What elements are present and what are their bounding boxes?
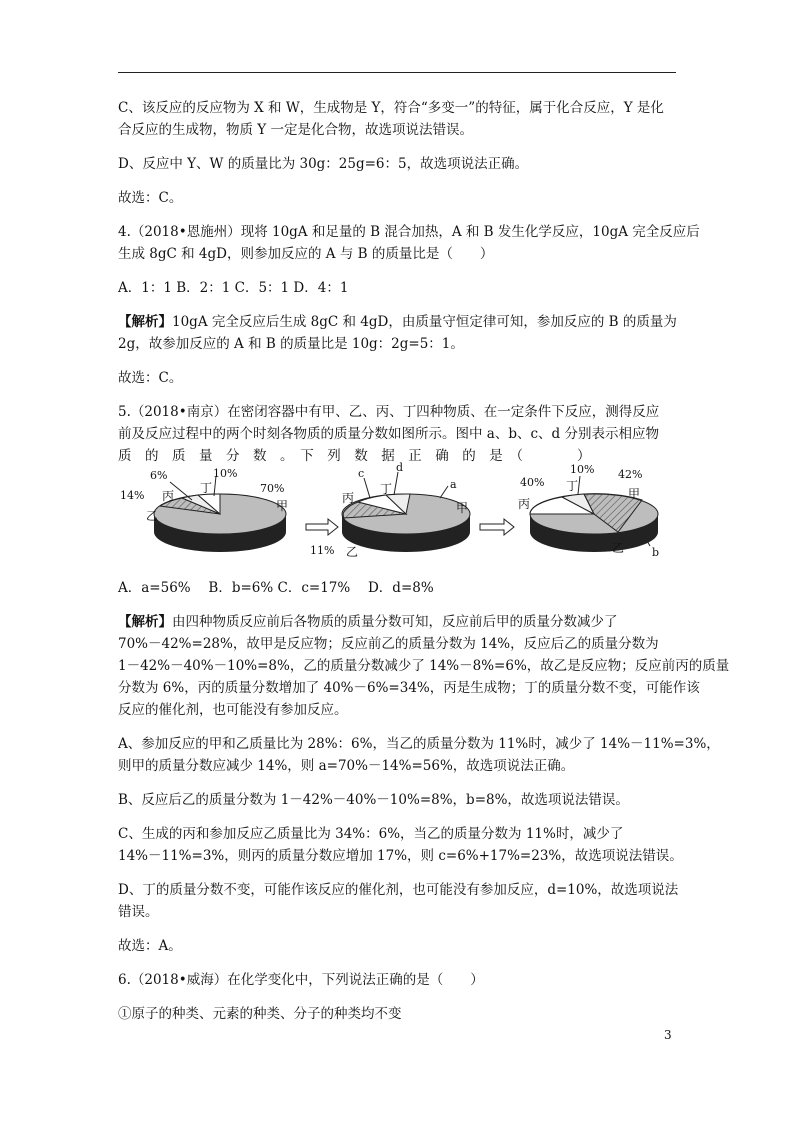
pie-chart-after (518, 463, 659, 559)
analysis-line: 1－42%－40%－10%=8%，乙的质量分数减少了 14%－8%=6%，故乙是反应物；反应前丙的质量 (118, 658, 730, 674)
text-line: D、丁的质量分数不变，可能作该反应的催化剂，也可能没有参加反应，d=10%，故选项说法 (118, 882, 679, 898)
analysis-line: 分数为 6%，丙的质量分数增加了 40%－6%=34%，丙是生成物；丁的质量分数不变，可能作该 (118, 680, 700, 696)
pie1-label: 乙 (146, 509, 159, 523)
text-line: 故选：C。 (118, 190, 183, 206)
pie2-label: 乙 (346, 545, 359, 559)
text-line: 故选：C。 (118, 370, 183, 386)
question-6-item: ①原子的种类、元素的种类、分子的种类均不变 (118, 1006, 402, 1022)
pie3-label: 甲 (628, 487, 641, 501)
pie2-label: c (358, 467, 365, 480)
analysis-line: 70%－42%=28%，故甲是反应物；反应前乙的质量分数为 14%，反应后乙的质量分数为 (118, 636, 659, 652)
pie2-label: 11% (310, 544, 335, 557)
pie2-label: 丁 (380, 482, 393, 496)
pie3-label: 乙 (612, 541, 625, 555)
analysis-line: 【解析】10gA 完全反应后生成 8gC 和 4gD，由质量守恒定律可知，参加反应的 B 的质量为 (118, 314, 677, 330)
question-4-options: A．1：1 B．2：1 C．5：1 D．4：1 (118, 280, 349, 296)
pie1-label: 丙 (162, 489, 175, 503)
question-4-line: 4.（2018•恩施州）现将 10gA 和足量的 B 混合加热，A 和 B 发生化学反应，10gA 完全反应后 (118, 224, 700, 240)
analysis-label: 【解析】 (118, 314, 172, 330)
header-rule (118, 72, 676, 73)
question-4-line: 生成 8gC 和 4gD，则参加反应的 A 与 B 的质量比是（ ） (118, 246, 494, 262)
pie3-label: 丙 (518, 497, 531, 511)
pie3-label: 42% (618, 468, 643, 481)
pie-chart-middle (310, 462, 470, 559)
pie1-label: 14% (120, 489, 145, 502)
question-6-line: 6.（2018•威海）在化学变化中，下列说法正确的是（ ） (118, 972, 484, 988)
pie2-label: 丙 (342, 491, 355, 505)
pie1-label: 丁 (200, 481, 213, 495)
pie2-label: d (396, 462, 404, 474)
text-line: B、反应后乙的质量分数为 1－42%－40%－10%=8%，b=8%，故选项说法错误。 (118, 792, 629, 808)
question-5-line: 5.（2018•南京）在密闭容器中有甲、乙、丙、丁四种物质、在一定条件下反应，测得反应 (118, 404, 660, 420)
pie1-label: 10% (213, 467, 238, 480)
text-line: C、生成的丙和参加反应乙质量比为 34%：6%，当乙的质量分数为 11%时，减少了 (118, 826, 624, 842)
analysis-line: 反应的催化剂，也可能没有参加反应。 (118, 702, 348, 718)
pie3-label: 10% (570, 463, 595, 476)
question-5-line: 质 的 质 量 分 数 。 下 列 数 据 正 确 的 是 （ ） (118, 448, 591, 464)
pie1-label: 70% (260, 482, 285, 495)
text-line: 则甲的质量分数应减少 14%，则 a=70%－14%=56%，故选项说法正确。 (118, 758, 575, 774)
analysis-line: 【解析】由四种物质反应前后各物质的质量分数可知，反应前后甲的质量分数减少了 (118, 614, 618, 630)
pie-chart-before (120, 467, 288, 552)
pie3-label: b (652, 546, 660, 559)
text-line: C、该反应的反应物为 X 和 W，生成物是 Y，符合“多变一”的特征，属于化合反应，Y 是化 (118, 100, 664, 116)
pie3-label: 丁 (566, 479, 579, 493)
text-line: 错误。 (118, 904, 159, 920)
question-5-options: A．a=56% B．b=6% C．c=17% D．d=8% (118, 580, 434, 596)
pie1-label: 6% (150, 469, 168, 482)
text-line: 合反应的生成物，物质 Y 一定是化合物，故选项说法错误。 (118, 122, 473, 138)
text-line: A、参加反应的甲和乙质量比为 28%：6%，当乙的质量分数为 11%时，减少了 14%－11%=3%， (118, 736, 720, 752)
pie-charts-figure (118, 462, 678, 564)
pie1-label: 甲 (276, 499, 289, 513)
analysis-line: 2g，故参加反应的 A 和 B 的质量比是 10g：2g=5：1。 (118, 336, 464, 352)
text-line: D、反应中 Y、W 的质量比为 30g：25g=6：5，故选项说法正确。 (118, 156, 529, 172)
pie2-label: a (450, 478, 457, 491)
page-number: 3 (664, 1028, 672, 1042)
question-5-line: 前及反应过程中的两个时刻各物质的质量分数如图所示。图中 a、b、c、d 分别表示相应物 (118, 426, 659, 442)
analysis-label: 【解析】 (118, 614, 172, 630)
pie3-label: 40% (520, 476, 545, 489)
arrow-icon (306, 519, 338, 535)
text-line: 故选：A。 (118, 938, 182, 954)
arrow-icon (480, 519, 514, 535)
text-line: 14%－11%=3%，则丙的质量分数应增加 17%，则 c=6%+17%=23%，故选项说法错误。 (118, 848, 683, 864)
pie2-label: 甲 (456, 501, 469, 515)
